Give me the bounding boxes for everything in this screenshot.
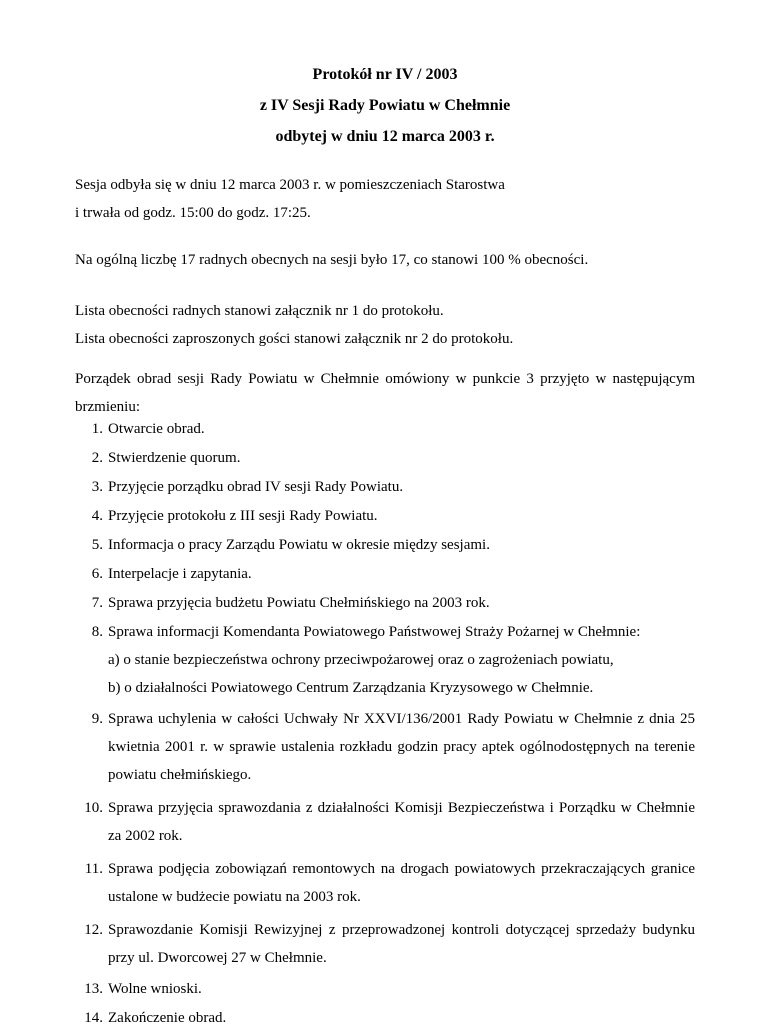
attendance-list-councillors: Lista obecności radnych stanowi załącznik nr 1 do protokołu. bbox=[75, 303, 444, 319]
agenda-item bbox=[75, 446, 695, 470]
agenda-item-number: 2. bbox=[91, 450, 103, 466]
attendance-paragraph: Na ogólną liczbę 17 radnych obecnych na sesji było 17, co stanowi 100 % obecności. bbox=[75, 252, 589, 268]
agenda-item-number: 9. bbox=[91, 711, 103, 727]
agenda-item bbox=[75, 620, 695, 700]
agenda-item-number: 11. bbox=[84, 861, 103, 877]
agenda-item bbox=[75, 977, 695, 1001]
agenda-item-number: 3. bbox=[91, 479, 103, 495]
agenda-item-text: Sprawa uchylenia w całości Uchwały Nr XXVI/136/2001 Rady Powiatu w Chełmnie z dnia 25 kwietnia 2001 r. w sprawie ustalenia rozkładu godzin pracy aptek ogólnodostępnych na terenie powiatu chełmińskiego. bbox=[108, 711, 695, 783]
agenda-item bbox=[75, 591, 695, 615]
agenda-item-text: Przyjęcie porządku obrad IV sesji Rady Powiatu. bbox=[108, 479, 404, 495]
agenda-item-text: Stwierdzenie quorum. bbox=[108, 450, 241, 466]
agenda-item-text: Informacja o pracy Zarządu Powiatu w okresie między sesjami. bbox=[108, 537, 490, 553]
agenda-item-text: Sprawa informacji Komendanta Powiatowego Państwowej Straży Pożarnej w Chełmnie: bbox=[108, 624, 641, 640]
agenda-list bbox=[75, 417, 695, 1035]
agenda-item bbox=[75, 794, 695, 850]
agenda-item-text: Sprawa podjęcia zobowiązań remontowych na drogach powiatowych przekraczających granice ustalone w budżecie powiatu na 2003 rok. bbox=[108, 861, 695, 905]
agenda-item-text: Sprawa przyjęcia budżetu Powiatu Chełmińskiego na 2003 rok. bbox=[108, 595, 490, 611]
agenda-item-number: 12. bbox=[84, 922, 103, 938]
agenda-item-number: 1. bbox=[91, 421, 103, 437]
agenda-item bbox=[75, 1006, 695, 1030]
agenda-item-text: Sprawa przyjęcia sprawozdania z działalności Komisji Bezpieczeństwa i Porządku w Chełmnie za 2002 rok. bbox=[108, 800, 695, 844]
agenda-item-text: Sprawozdanie Komisji Rewizyjnej z przeprowadzonej kontroli dotyczącej sprzedaży budynku przy ul. Dworcowej 27 w Chełmnie. bbox=[108, 922, 695, 966]
agenda-item bbox=[75, 562, 695, 586]
session-info bbox=[75, 171, 695, 227]
session-info-line-1: Sesja odbyła się w dniu 12 marca 2003 r. w pomieszczeniach Starostwa bbox=[75, 177, 505, 193]
agenda-item-number: 6. bbox=[91, 566, 103, 582]
agenda-intro: Porządek obrad sesji Rady Powiatu w Chełmnie omówiony w punkcie 3 przyjęto w następującym brzmieniu: bbox=[75, 371, 695, 415]
agenda-subitem-a: a) o stanie bezpieczeństwa ochrony przeciwpożarowej oraz o zagrożeniach powiatu, bbox=[108, 652, 614, 668]
attendance-list-guests: Lista obecności zaproszonych gości stanowi załącznik nr 2 do protokołu. bbox=[75, 331, 514, 347]
agenda-item bbox=[75, 855, 695, 911]
agenda-item-number: 4. bbox=[91, 508, 103, 524]
agenda-item bbox=[75, 504, 695, 528]
agenda-item bbox=[75, 475, 695, 499]
agenda-item-number: 14. bbox=[84, 1010, 103, 1026]
agenda-item bbox=[75, 916, 695, 972]
agenda-item bbox=[75, 533, 695, 557]
agenda-item-text: Zakończenie obrad. bbox=[108, 1010, 227, 1026]
agenda-item-number: 10. bbox=[84, 800, 103, 816]
document-date-line: odbytej w dniu 12 marca 2003 r. bbox=[275, 128, 495, 145]
agenda-item-number: 7. bbox=[91, 595, 103, 611]
agenda-item-number: 5. bbox=[91, 537, 103, 553]
agenda-item-number: 13. bbox=[84, 981, 103, 997]
document-title: Protokół nr IV / 2003 bbox=[312, 66, 458, 83]
session-info-line-2: i trwała od godz. 15:00 do godz. 17:25. bbox=[75, 205, 311, 221]
agenda-item-text: Interpelacje i zapytania. bbox=[108, 566, 252, 582]
agenda-item-text: Wolne wnioski. bbox=[108, 981, 202, 997]
agenda-item-number: 8. bbox=[91, 624, 103, 640]
document-subtitle: z IV Sesji Rady Powiatu w Chełmnie bbox=[259, 97, 511, 114]
agenda-item-text: Przyjęcie protokołu z III sesji Rady Powiatu. bbox=[108, 508, 378, 524]
agenda-item-text: Otwarcie obrad. bbox=[108, 421, 205, 437]
agenda-subitem-b: b) o działalności Powiatowego Centrum Zarządzania Kryzysowego w Chełmnie. bbox=[108, 680, 594, 696]
attendance-lists bbox=[75, 297, 695, 353]
agenda-item bbox=[75, 417, 695, 441]
agenda-item bbox=[75, 705, 695, 789]
